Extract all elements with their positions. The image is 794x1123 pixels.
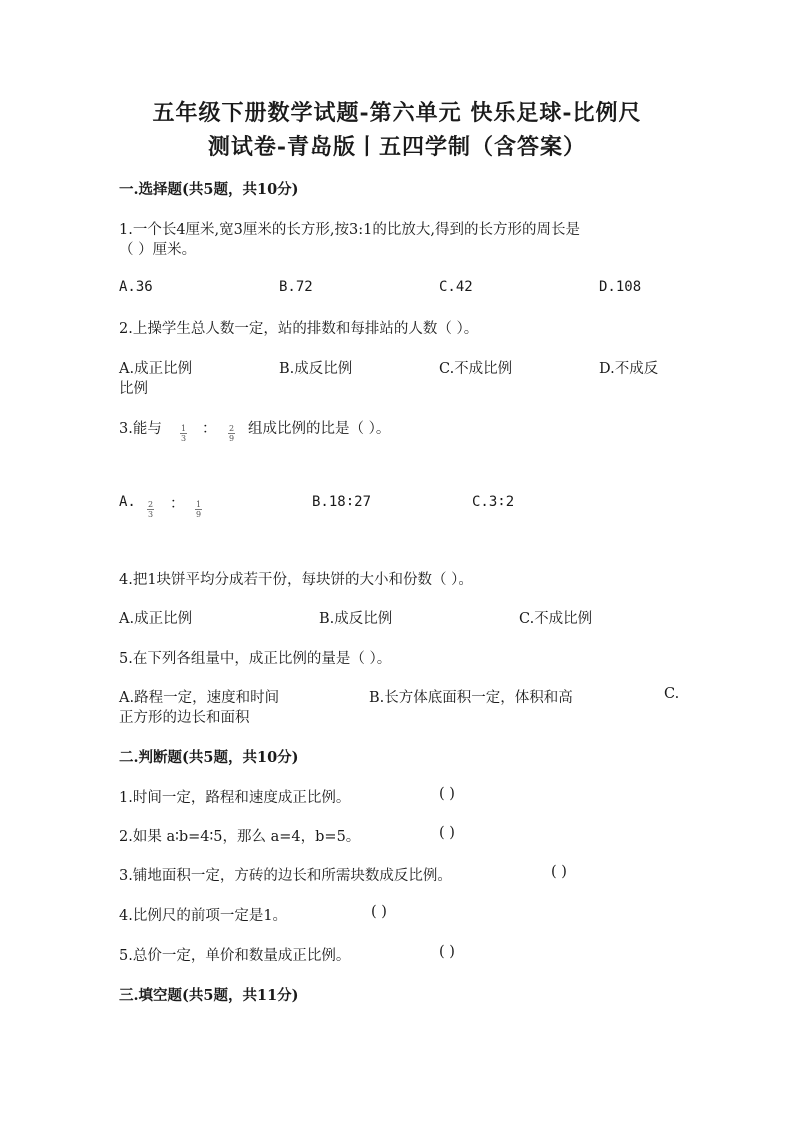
- choice-q3-option-a-colon: ：: [170, 496, 185, 512]
- judge-item-3-text: 3.铺地面积一定，方砖的边长和所需块数成反比例。: [119, 868, 452, 884]
- fraction-numerator: 1: [196, 500, 202, 509]
- choice-q1-option-c: C.42: [439, 279, 473, 295]
- judge-item-1-text: 1.时间一定，路程和速度成正比例。: [119, 790, 351, 806]
- title-line-1: 五年级下册数学试题-第六单元 快乐足球-比例尺: [152, 100, 642, 126]
- fraction-denominator: 9: [196, 510, 202, 519]
- judge-item-2-text: 2.如果 a∶b=4∶5，那么 a=4，b=5。: [119, 829, 361, 845]
- title-line-2: 测试卷-青岛版丨五四学制（含答案）: [207, 134, 587, 160]
- section-heading-fill: 三.填空题(共5题，共11分): [119, 987, 299, 1004]
- judge-item-3-answer-paren: ( ): [551, 864, 567, 880]
- choice-q2-option-b: B.成反比例: [279, 361, 353, 377]
- section-heading-judge: 二.判断题(共5题，共10分): [119, 749, 299, 766]
- choice-q3-fraction-b: [228, 424, 235, 443]
- choice-q3-option-c: C.3∶2: [472, 494, 515, 510]
- judge-item-5-answer-paren: ( ): [439, 944, 455, 960]
- fraction-denominator: 9: [229, 434, 235, 443]
- choice-q2-option-d-wrap: 比例: [119, 381, 148, 397]
- judge-item-5-text: 5.总价一定，单价和数量成正比例。: [119, 948, 351, 964]
- choice-q3-option-a-prefix: A.: [119, 494, 136, 510]
- choice-q2-option-d: D.不成反: [599, 361, 659, 377]
- choice-q5-option-c: C.: [664, 686, 680, 702]
- choice-q3-colon: ：: [202, 421, 217, 437]
- choice-q1-option-a: A.36: [119, 279, 153, 295]
- choice-q3-prefix: 3.能与: [119, 421, 162, 437]
- choice-q3-suffix: 组成比例的比是（ ）。: [248, 421, 391, 437]
- choice-q5-option-a: A.路程一定，速度和时间: [119, 690, 280, 706]
- fraction-numerator: 1: [181, 424, 187, 433]
- judge-item-4-text: 4.比例尺的前项一定是1。: [119, 908, 288, 924]
- choice-q4-option-c: C.不成比例: [519, 611, 593, 627]
- choice-q4-option-a: A.成正比例: [119, 611, 193, 627]
- choice-q5-option-c-wrap: 正方形的边长和面积: [119, 710, 250, 726]
- choice-q5-text: 5.在下列各组量中，成正比例的量是（ ）。: [119, 651, 392, 667]
- choice-q3-option-b: B.18∶27: [312, 494, 372, 510]
- choice-q1-text-cont: （ ）厘米。: [119, 242, 197, 258]
- choice-q3-fraction-a: [180, 424, 187, 443]
- judge-item-2-answer-paren: ( ): [439, 825, 455, 841]
- choice-q4-option-b: B.成反比例: [319, 611, 393, 627]
- section-heading-choice: 一.选择题(共5题，共10分): [119, 181, 299, 198]
- choice-q5-option-b: B.长方体底面积一定，体积和高: [369, 690, 573, 706]
- fraction-numerator: 2: [229, 424, 235, 433]
- fraction-denominator: 3: [181, 434, 187, 443]
- judge-item-1-answer-paren: ( ): [439, 786, 455, 802]
- choice-q2-text: 2.上操学生总人数一定，站的排数和每排站的人数（ ）。: [119, 321, 479, 337]
- fraction-denominator: 3: [148, 510, 154, 519]
- choice-q1-option-b: B.72: [279, 279, 313, 295]
- fraction-numerator: 2: [148, 500, 154, 509]
- choice-q1-text: 1.一个长4厘米,宽3厘米的长方形,按3:1的比放大,得到的长方形的周长是: [119, 222, 580, 238]
- choice-q3-option-a-fraction-1: [147, 500, 154, 519]
- choice-q4-text: 4.把1块饼平均分成若干份，每块饼的大小和份数（ ）。: [119, 572, 473, 588]
- judge-item-4-answer-paren: ( ): [371, 904, 387, 920]
- choice-q1-option-d: D.108: [599, 279, 642, 295]
- choice-q3-option-a-fraction-2: [195, 500, 202, 519]
- choice-q2-option-c: C.不成比例: [439, 361, 513, 377]
- choice-q2-option-a: A.成正比例: [119, 361, 193, 377]
